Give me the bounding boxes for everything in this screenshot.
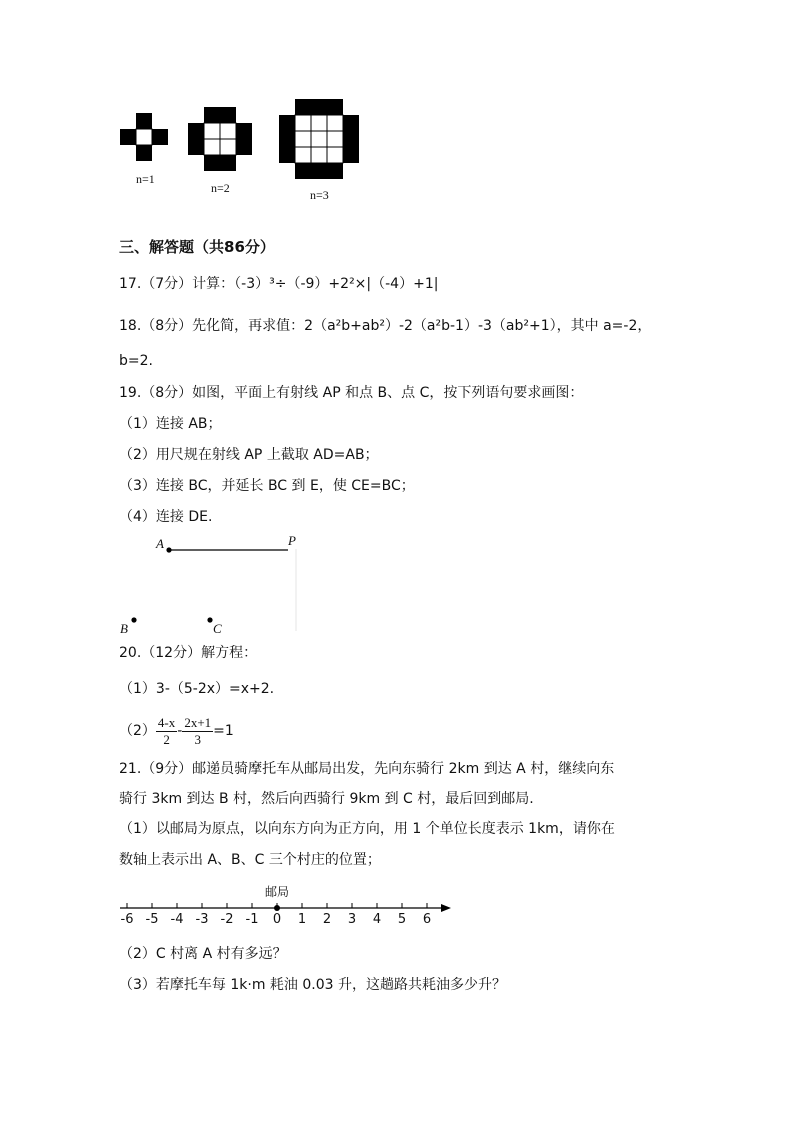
fraction-1-numerator: 4-x bbox=[157, 714, 176, 730]
tick-label: 5 bbox=[397, 912, 407, 927]
question-20-item1: （1）3-（5-2x）=x+2. bbox=[119, 681, 275, 697]
tick-label: -6 bbox=[120, 912, 134, 927]
tick-label: 6 bbox=[422, 912, 432, 927]
question-19-item4: （4）连接 DE. bbox=[119, 509, 213, 525]
question-19-item3: （3）连接 BC，并延长 BC 到 E，使 CE=BC； bbox=[119, 478, 415, 494]
question-17: 17.（7分）计算：（-3）³÷（-9）+2²×|（-4）+1| bbox=[119, 276, 439, 292]
question-18-line1: 18.（8分）先化简，再求值：2（a²b+ab²）-2（a²b-1）-3（ab²+1），其中 a=-2， bbox=[119, 318, 652, 334]
question-19-stem: 19.（8分）如图，平面上有射线 AP 和点 B、点 C，按下列语句要求画图： bbox=[119, 385, 584, 401]
tick-label: 4 bbox=[372, 912, 382, 927]
point-c bbox=[207, 617, 212, 622]
pattern-n2 bbox=[188, 107, 252, 171]
question-19-item2: （2）用尺规在射线 AP 上截取 AD=AB； bbox=[119, 447, 379, 463]
fraction-2 bbox=[182, 715, 213, 748]
question-21-sub1-line1: （1）以邮局为原点，以向东方向为正方向，用 1 个单位长度表示 1km，请你在 bbox=[119, 821, 615, 837]
item2-prefix: （2） bbox=[119, 723, 156, 739]
minus-sign: - bbox=[177, 723, 183, 739]
tick-label: 3 bbox=[347, 912, 357, 927]
label-n2: n=2 bbox=[211, 181, 230, 195]
tick-label: 2 bbox=[322, 912, 332, 927]
label-a: A bbox=[156, 536, 164, 551]
question-19-item1: （1）连接 AB； bbox=[119, 416, 222, 432]
point-b bbox=[131, 617, 136, 622]
tick-label: -2 bbox=[220, 912, 234, 927]
tick-label: -4 bbox=[170, 912, 184, 927]
tick-label: 1 bbox=[297, 912, 307, 927]
label-p: P bbox=[288, 533, 296, 548]
tick-label: -3 bbox=[195, 912, 209, 927]
question-20-stem: 20.（12分）解方程： bbox=[119, 645, 258, 661]
label-b: B bbox=[120, 621, 128, 636]
label-c: C bbox=[213, 621, 222, 636]
section-title: 三、解答题（共86分） bbox=[119, 238, 275, 256]
question-21-sub3: （3）若摩托车每 1k·m 耗油 0.03 升，这趟路共耗油多少升？ bbox=[119, 977, 506, 993]
question-21-line2: 骑行 3km 到达 B 村，然后向西骑行 9km 到 C 村，最后回到邮局. bbox=[119, 791, 534, 807]
tick-label: 0 bbox=[272, 912, 282, 927]
fraction-1-denominator: 2 bbox=[163, 731, 170, 747]
pattern-n3 bbox=[279, 99, 359, 179]
fraction-1 bbox=[156, 715, 177, 748]
ray-svg bbox=[118, 535, 303, 635]
label-n3: n=3 bbox=[310, 188, 329, 202]
axis-arrow bbox=[441, 904, 451, 912]
pattern-n1 bbox=[120, 113, 168, 161]
label-n1: n=1 bbox=[136, 172, 155, 186]
item2-suffix: =1 bbox=[213, 723, 234, 739]
question-20-item2 bbox=[119, 713, 234, 749]
question-18-line2: b=2. bbox=[119, 353, 153, 369]
origin-label: 邮局 bbox=[265, 885, 290, 899]
point-a bbox=[166, 547, 171, 552]
origin-point bbox=[274, 905, 280, 911]
fraction-2-denominator: 3 bbox=[194, 731, 201, 747]
question-21-line1: 21.（9分）邮递员骑摩托车从邮局出发，先向东骑行 2km 到达 A 村，继续向东 bbox=[119, 761, 615, 777]
tick-label: -5 bbox=[145, 912, 159, 927]
fraction-2-numerator: 2x+1 bbox=[184, 714, 212, 730]
question-21-sub2: （2）C 村离 A 村有多远？ bbox=[119, 946, 287, 962]
tick-label: -1 bbox=[245, 912, 259, 927]
question-21-sub1-line2: 数轴上表示出 A、B、C 三个村庄的位置； bbox=[119, 852, 381, 868]
